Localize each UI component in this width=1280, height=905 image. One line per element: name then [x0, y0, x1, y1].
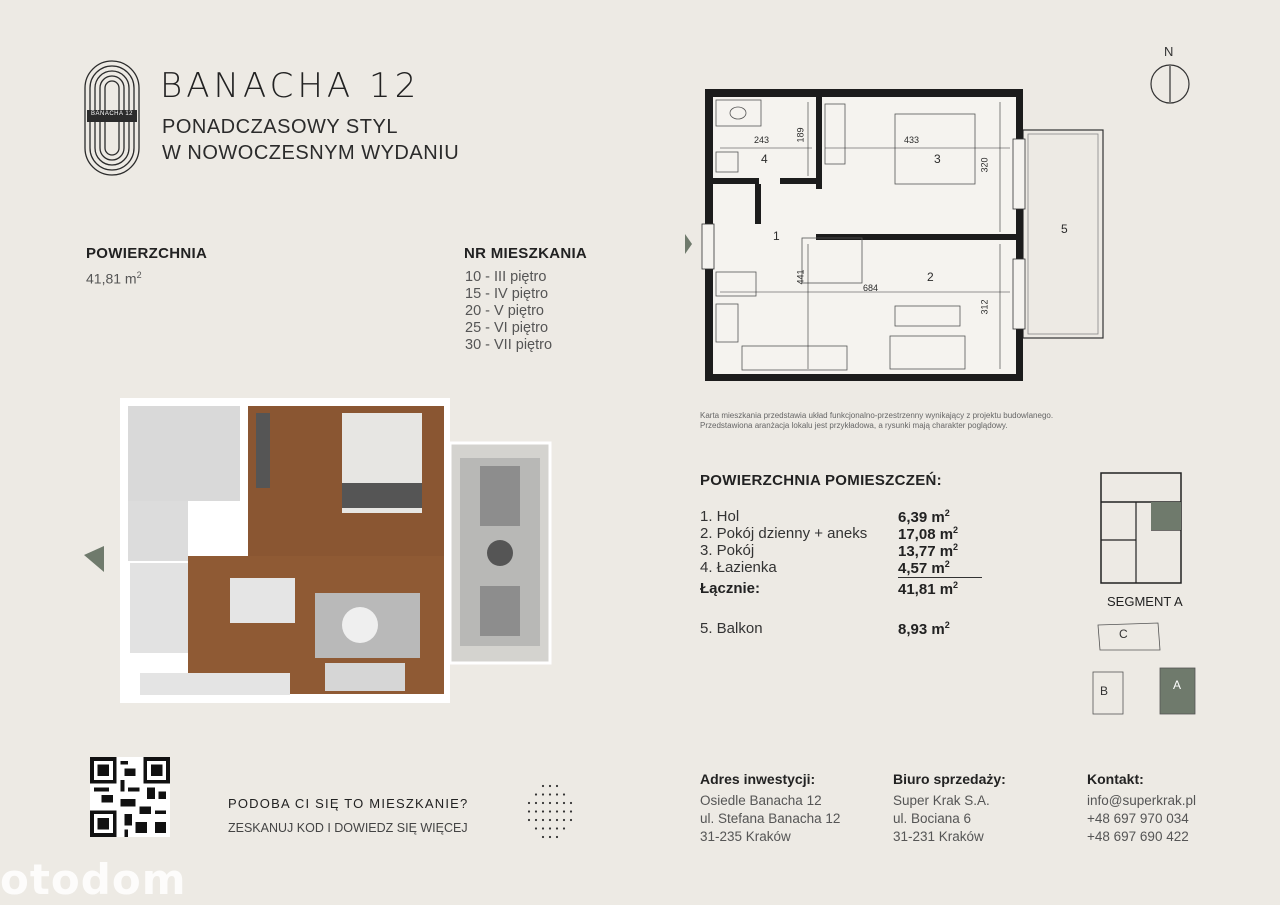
sales-office-heading: Biuro sprzedaży:	[893, 771, 1006, 787]
building-label: C	[1119, 627, 1128, 641]
list-item: 30 - VII piętro	[465, 337, 553, 353]
total-label: Łącznie:	[700, 580, 761, 597]
room-name: 1. Hol	[700, 508, 740, 525]
room-label: 1	[773, 229, 780, 243]
sales-office-line: ul. Bociana 6	[893, 811, 972, 826]
phone-link[interactable]: +48 697 690 422	[1087, 829, 1189, 844]
room-area: 4,57 $m^2$	[898, 559, 950, 577]
tagline-line-1: PONADCZASOWY STYL	[162, 116, 398, 138]
room-label: 2	[927, 270, 934, 284]
building-label: A	[1173, 678, 1182, 692]
sales-office-block	[893, 771, 1006, 846]
room-name: 2. Pokój dzienny + aneks	[700, 525, 868, 542]
disclaimer-line: Przedstawiona aranżacja lokalu jest przykładowa, a rysunki mają charakter poglądowy.	[700, 421, 1008, 430]
list-item: 20 - V piętro	[465, 303, 544, 319]
otodom-watermark: otodom	[0, 855, 187, 904]
dimension-label: 243	[754, 135, 770, 145]
disclaimer-line: Karta mieszkania przedstawia układ funkcjonalno-przestrzenny wynikający z projektu budowlanego.	[700, 411, 1054, 420]
address-line: Osiedle Banacha 12	[700, 793, 822, 808]
balcony-area: 8,93 $m^2$	[898, 620, 950, 638]
dimension-label: 312	[979, 299, 990, 315]
dot-pattern-icon	[522, 780, 578, 842]
logo-text: BANACHA 12	[90, 111, 134, 117]
divider	[898, 577, 982, 578]
tagline-line-2: W NOWOCZESNYM WYDANIU	[162, 142, 460, 164]
dimension-label: 320	[979, 157, 990, 173]
room-name: 4. Łazienka	[700, 559, 777, 576]
disclaimer	[700, 411, 1053, 431]
apartment-numbers-label: NR MIESZKANIA	[464, 245, 588, 262]
site-plan	[1088, 620, 1208, 720]
list-item: 15 - IV piętro	[465, 286, 549, 302]
brand-title: BANACHA 12	[160, 66, 421, 106]
contact-heading: Kontakt:	[1087, 771, 1144, 787]
area-value: 41,81 $m^2$	[86, 270, 142, 287]
room-label: 3	[934, 152, 941, 166]
email-link[interactable]: info@superkrak.pl	[1087, 793, 1197, 808]
balcony-name: 5. Balkon	[700, 620, 763, 637]
address-line: ul. Stefana Banacha 12	[700, 811, 841, 826]
list-item: 10 - III piętro	[465, 269, 547, 285]
list-item: 25 - VI piętro	[465, 320, 549, 336]
room-area: 6,39 $m^2$	[898, 508, 950, 526]
floorplan-technical	[680, 84, 1110, 384]
phone-link[interactable]: +48 697 970 034	[1087, 811, 1189, 826]
room-area: 13,77 $m^2$	[898, 542, 959, 560]
floorplan-3d	[80, 388, 560, 718]
dimension-label: 433	[904, 135, 920, 145]
room-label: 5	[1061, 222, 1068, 236]
address-line: 31-235 Kraków	[700, 829, 791, 844]
brand-logo	[84, 60, 140, 176]
apartment-numbers-list	[465, 269, 552, 354]
compass-icon	[1148, 44, 1196, 108]
room-area: 17,08 $m^2$	[898, 525, 959, 543]
area-label: POWIERZCHNIA	[86, 245, 208, 262]
sales-office-line: Super Krak S.A.	[893, 793, 990, 808]
contact-block	[1087, 771, 1196, 846]
rooms-heading: POWIERZCHNIA POMIESZCZEŃ:	[700, 472, 942, 489]
segment-label: SEGMENT A	[1107, 594, 1183, 609]
dimension-label: 684	[863, 283, 879, 293]
cta-heading: PODOBA CI SIĘ TO MIESZKANIE?	[228, 796, 469, 811]
address-heading: Adres inwestycji:	[700, 771, 816, 787]
room-label: 4	[761, 152, 768, 166]
address-block	[700, 771, 840, 846]
dimension-label: 189	[795, 127, 806, 143]
qr-code[interactable]	[90, 757, 170, 837]
cta-subtext: ZESKANUJ KOD I DOWIEDZ SIĘ WIĘCEJ	[228, 821, 468, 835]
total-area: 41,81 $m^2$	[898, 580, 959, 598]
building-label: B	[1100, 684, 1109, 698]
room-name: 3. Pokój	[700, 542, 755, 559]
segment-keyplan	[1096, 470, 1186, 590]
dimension-label: 441	[795, 269, 806, 285]
compass-north-label: N	[1164, 44, 1174, 59]
sales-office-line: 31-231 Kraków	[893, 829, 984, 844]
